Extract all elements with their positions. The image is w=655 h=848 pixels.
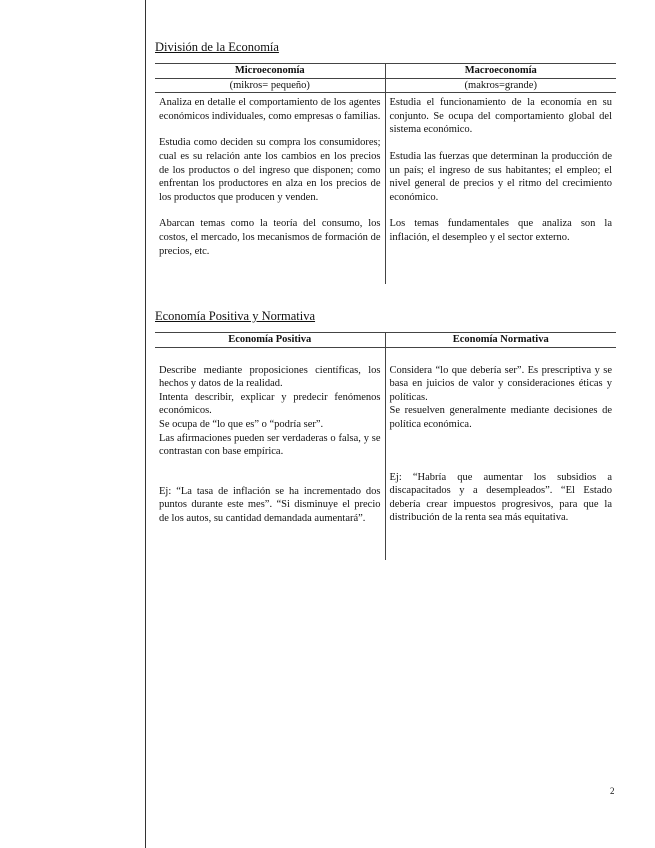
division-table [155, 63, 616, 284]
normativa-line: Se resuelven generalmente mediante decisiones de política económica. [389, 405, 612, 430]
macro-paragraph: Los temas fundamentales que analiza son la inflación, el desempleo y el sector externo. [389, 218, 612, 243]
macro-description [385, 93, 616, 285]
macro-paragraph: Estudia el funcionamiento de la economía en su conjunto. Se ocupa del comportamiento global del sistema económico. [389, 97, 612, 136]
subheader-macro: (makros=grande) [385, 78, 616, 93]
page-number: 2 [610, 786, 615, 796]
positiva-description [155, 347, 385, 560]
positiva-example: Ej: “La tasa de inflación se ha incrementado dos puntos durante este mes”. “Si disminuye el precio de los autos, su cantidad demandada aumentará”. [159, 485, 381, 524]
header-positiva: Economía Positiva [155, 333, 385, 348]
header-micro: Microeconomía [155, 64, 385, 79]
normativa-example: Ej: “Habría que aumentar los subsidios a discapacitados y a desempleados”. “El Estado debería crear impuestos progresivos, para que la distribución de la renta sea más equitativa. [389, 471, 612, 524]
header-normativa: Economía Normativa [385, 333, 616, 348]
micro-description [155, 93, 385, 285]
macro-paragraph: Estudia las fuerzas que determinan la producción de un país; el ingreso de sus habitantes; el empleo; el nivel general de precios y el ritmo del crecimiento económico. [389, 150, 612, 203]
section-title-division: División de la Economía [155, 40, 279, 54]
section-title-positiva-normativa: Economía Positiva y Normativa [155, 309, 316, 323]
positiva-line: Describe mediante proposiciones científicas, los hechos y datos de la realidad. [159, 364, 381, 390]
normativa-line: Considera “lo que debería ser”. Es prescriptiva y se basa en juicios de valor y consideraciones éticas y políticas. [389, 364, 612, 403]
normativa-description [385, 347, 616, 560]
positiva-normativa-table [155, 332, 616, 560]
micro-paragraph: Estudia como deciden su compra los consumidores; cual es su relación ante los cambios en los precios de los productos o del ingreso que disponen; como enfrentan los productores en alza en los precios de los productos que producen y venden. [159, 137, 381, 203]
subheader-micro: (mikros= pequeño) [155, 78, 385, 93]
micro-paragraph: Abarcan temas como la teoría del consumo, los costos, el mercado, los mecanismos de formación de precios, etc. [159, 218, 381, 257]
micro-paragraph: Analiza en detalle el comportamiento de los agentes económicos individuales, como empresas o familias. [159, 97, 381, 122]
positiva-line: Las afirmaciones pueden ser verdaderas o falsa, y se contrastan con base empírica. [159, 432, 381, 458]
positiva-line: Intenta describir, explicar y predecir fenómenos económicos. [159, 391, 381, 417]
positiva-line: Se ocupa de “lo que es” o “podría ser”. [159, 418, 324, 430]
page-margin-line [145, 0, 146, 848]
header-macro: Macroeconomía [385, 64, 616, 79]
